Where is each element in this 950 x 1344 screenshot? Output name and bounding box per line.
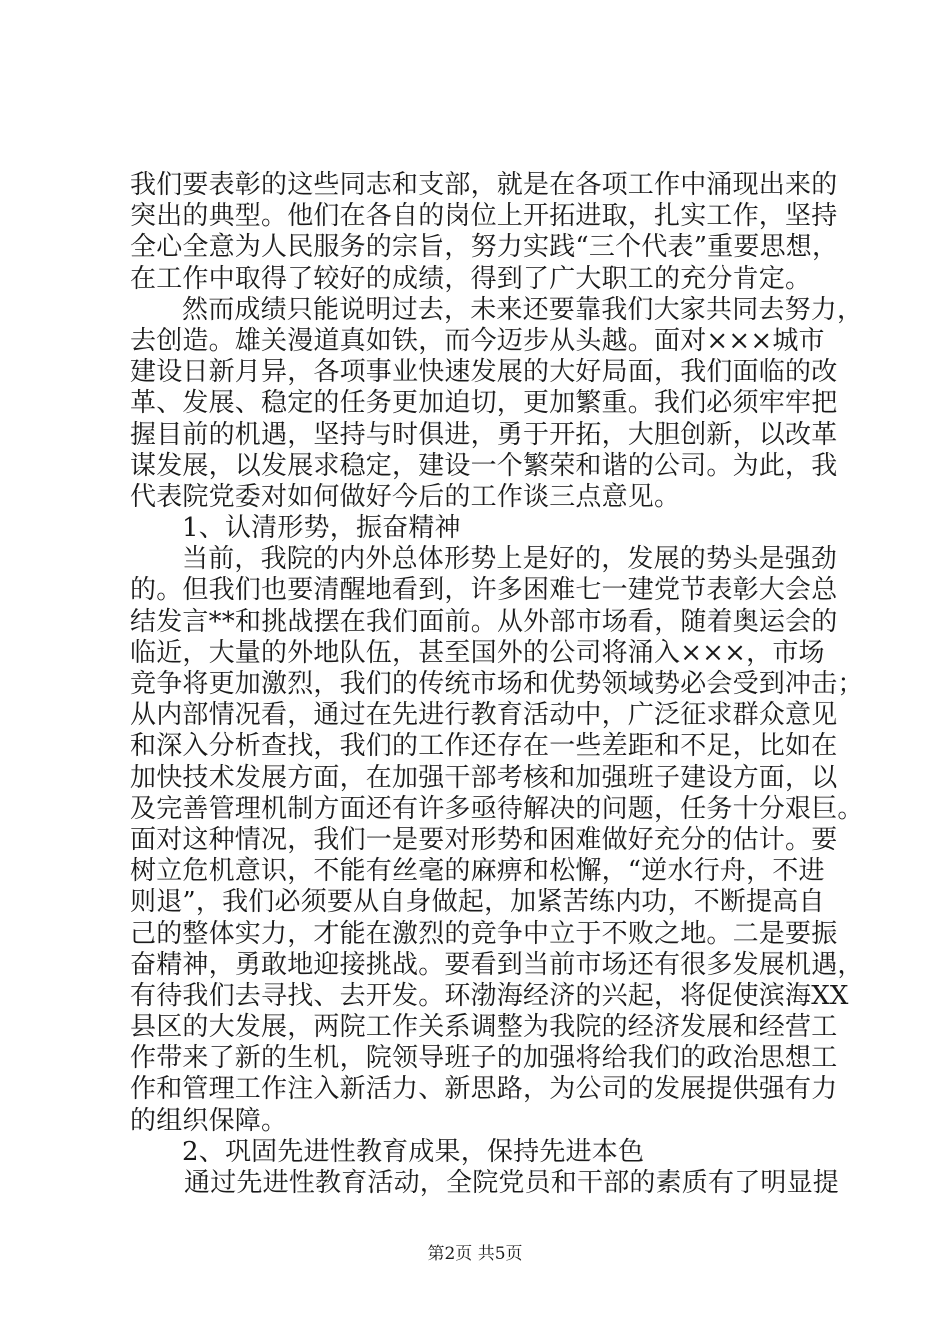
text-line: 树立危机意识，不能有丝毫的麻痹和松懈，“逆水行舟，不进 <box>130 856 825 887</box>
text-line: 从内部情况看，通过在先进行教育活动中，广泛征求群众意见 <box>130 700 838 731</box>
document-body <box>130 170 864 1199</box>
text-line: 去创造。雄关漫道真如铁，而今迈步从头越。面对×××城市 <box>130 325 825 356</box>
text-line: 全心全意为人民服务的宗旨，努力实践“三个代表”重要思想， <box>130 232 839 263</box>
text-line: 己的整体实力，才能在激烈的竞争中立于不败之地。二是要振 <box>130 918 838 949</box>
text-line: 的。但我们也要清醒地看到，许多困难七一建党节表彰大会总 <box>130 575 838 606</box>
text-line: 作带来了新的生机，院领导班子的加强将给我们的政治思想工 <box>130 1043 838 1074</box>
paragraph-first-line: 然而成绩只能说明过去，未来还要靠我们大家共同去努力， <box>182 294 864 325</box>
text-line: 突出的典型。他们在各自的岗位上开拓进取，扎实工作，坚持 <box>130 201 838 232</box>
text-line: 作和管理工作注入新活力、新思路，为公司的发展提供强有力 <box>130 1074 838 1105</box>
paragraph-first-line: 当前，我院的内外总体形势上是好的，发展的势头是强劲 <box>182 544 838 575</box>
section-heading-2: 2、巩固先进性教育成果，保持先进本色 <box>182 1136 645 1167</box>
text-line: 和深入分析查找，我们的工作还存在一些差距和不足，比如在 <box>130 731 838 762</box>
text-line: 在工作中取得了较好的成绩，得到了广大职工的充分肯定。 <box>130 263 812 294</box>
text-line: 则退”，我们必须要从自身做起，加紧苦练内功，不断提高自 <box>130 887 825 918</box>
text-line: 建设日新月异，各项事业快速发展的大好局面，我们面临的改 <box>130 357 838 388</box>
text-line: 有待我们去寻找、去开发。环渤海经济的兴起，将促使滨海XX <box>130 980 849 1011</box>
text-line: 临近，大量的外地队伍，甚至国外的公司将涌入×××，市场 <box>130 637 825 668</box>
text-line: 县区的大发展，两院工作关系调整为我院的经济发展和经营工 <box>130 1012 838 1043</box>
text-line: 结发言**和挑战摆在我们面前。从外部市场看，随着奥运会的 <box>130 606 838 637</box>
text-line: 革、发展、稳定的任务更加迫切，更加繁重。我们必须牢牢把 <box>130 388 838 419</box>
text-line: 加快技术发展方面，在加强干部考核和加强班子建设方面，以 <box>130 762 838 793</box>
page-number-footer: 第2页 共5页 <box>427 1244 523 1264</box>
section-heading-1: 1、认清形势，振奋精神 <box>182 513 461 544</box>
text-line: 谋发展，以发展求稳定，建设一个繁荣和谐的公司。为此，我 <box>130 450 838 481</box>
text-line: 及完善管理机制方面还有许多亟待解决的问题，任务十分艰巨。 <box>130 793 864 824</box>
text-line: 的组织保障。 <box>130 1105 288 1136</box>
text-line: 面对这种情况，我们一是要对形势和困难做好充分的估计。要 <box>130 824 838 855</box>
text-line: 代表院党委对如何做好今后的工作谈三点意见。 <box>130 481 681 512</box>
paragraph-first-line: 通过先进性教育活动，全院党员和干部的素质有了明显提 <box>184 1168 840 1198</box>
text-line: 竞争将更加激烈，我们的传统市场和优势领域势必会受到冲击； <box>130 669 864 699</box>
text-line: 我们要表彰的这些同志和支部，就是在各项工作中涌现出来的 <box>130 170 838 200</box>
text-line: 奋精神，勇敢地迎接挑战。要看到当前市场还有很多发展机遇， <box>130 949 864 980</box>
text-line: 握目前的机遇，坚持与时俱进，勇于开拓，大胆创新，以改革 <box>130 419 838 450</box>
